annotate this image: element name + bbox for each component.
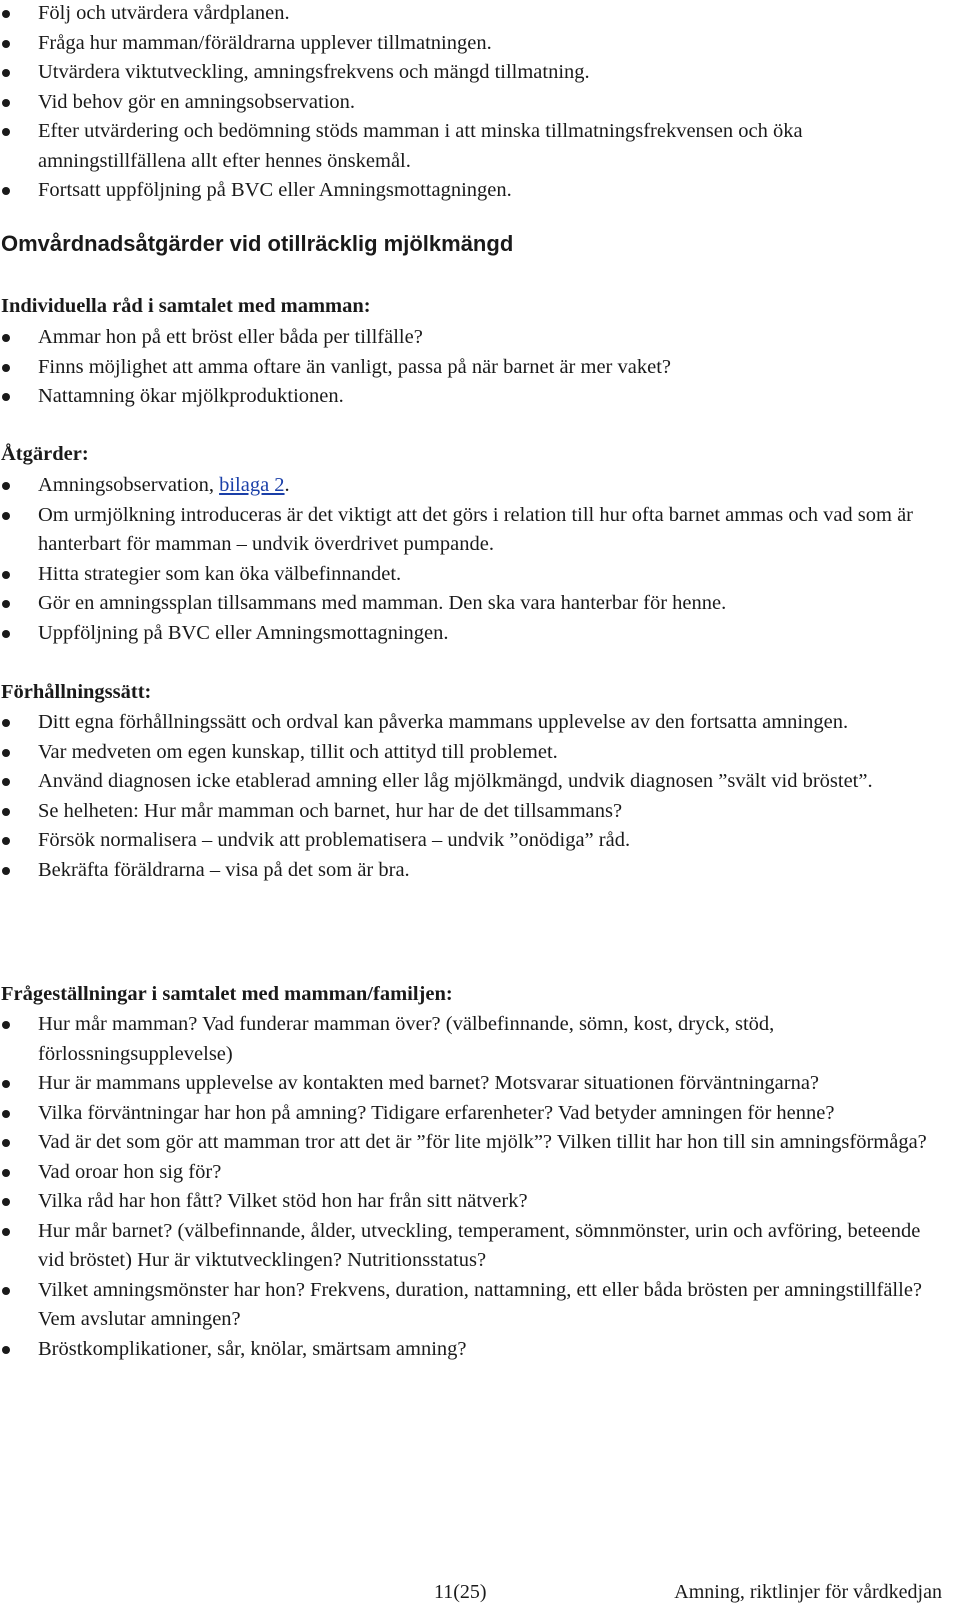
list-item [0, 323, 960, 353]
bullet-icon [2, 334, 10, 342]
list-item-text: . [284, 474, 290, 496]
list-item-text: Utvärdera viktutveckling, amningsfrekvens och mängd tillmatning. [38, 61, 590, 83]
bullet-icon [2, 867, 10, 875]
list-item [0, 501, 960, 560]
bullet-icon [2, 482, 10, 490]
list-item-text: Hur mår mamman? Vad funderar mamman över? (välbefinnande, sömn, kost, dryck, stöd, förlossningsupplevelse) [38, 1013, 775, 1065]
list-item [0, 560, 960, 590]
list-item-text: Hur mår barnet? (välbefinnande, ålder, utveckling, temperament, sömnmönster, urin och avföring, beteende vid bröstet) Hur är viktutvecklingen? Nutritionsstatus? [38, 1219, 921, 1271]
list-item-text: Var medveten om egen kunskap, tillit och attityd till problemet. [38, 740, 558, 763]
atgarder-heading: Åtgärder: [1, 443, 89, 465]
bullet-icon [2, 1021, 10, 1029]
list-item-text: Hitta strategier som kan öka välbefinnandet. [38, 562, 402, 585]
intro-list [0, 0, 960, 206]
list-item [0, 1069, 960, 1099]
list-item-text: Ammar hon på ett bröst eller båda per tillfälle? [38, 326, 423, 348]
bullet-icon [2, 512, 10, 520]
list-item-text: Bröstkomplikationer, sår, knölar, smärtsam amning? [38, 1337, 467, 1360]
bullet-icon [2, 40, 10, 48]
bullet-icon [2, 1139, 10, 1147]
bullet-icon [2, 571, 10, 579]
list-item [0, 619, 960, 649]
list-item-text: Vad är det som gör att mamman tror att det är ”för lite mjölk”? Vilken tillit har hon till sin amningsförmåga? [38, 1131, 927, 1153]
document-title: Amning, riktlinjer för vårdkedjan [674, 1581, 942, 1603]
list-item-text: Vad oroar hon sig för? [38, 1160, 222, 1183]
list-item [0, 1217, 960, 1276]
list-item-text: Fråga hur mamman/föräldrarna upplever tillmatningen. [38, 31, 492, 54]
bullet-icon [2, 749, 10, 757]
bullet-icon [2, 808, 10, 816]
bullet-icon [2, 187, 10, 195]
list-item-text: Efter utvärdering och bedömning stöds mamman i att minska tillmatningsfrekvensen och öka amningstillfällena allt efter hennes önskemål. [38, 120, 803, 172]
list-item [0, 88, 960, 118]
individual-list [0, 323, 960, 412]
list-item-text: Vilket amningsmönster har hon? Frekvens, duration, nattamning, ett eller båda brösten per amningstillfälle? Vem avslutar amningen? [38, 1278, 923, 1330]
bullet-icon [2, 69, 10, 77]
list-item [0, 1010, 960, 1069]
list-item-text: Bekräfta föräldrarna – visa på det som är bra. [38, 858, 410, 881]
list-item [0, 738, 960, 768]
bullet-icon [2, 600, 10, 608]
forhallning-heading: Förhållningssätt: [1, 681, 152, 703]
forhallning-list [0, 708, 960, 885]
bullet-icon [2, 1110, 10, 1118]
list-item-text: Följ och utvärdera vårdplanen. [38, 2, 290, 24]
list-item-text: Vilka förväntningar har hon på amning? Tidigare erfarenheter? Vad betyder amningen för henne? [38, 1101, 835, 1124]
list-item-text: Se helheten: Hur mår mamman och barnet, hur har de det tillsammans? [38, 799, 623, 822]
bullet-icon [2, 99, 10, 107]
list-item-text: Om urmjölkning introduceras är det viktigt att det görs i relation till hur ofta barnet ammas och vad som är hanterbart för mamman – undvik överdrivet pumpande. [38, 503, 914, 555]
list-item-text: Vilka råd har hon fått? Vilket stöd hon har från sitt nätverk? [38, 1190, 528, 1212]
list-item [0, 1335, 960, 1365]
bullet-icon [2, 837, 10, 845]
bilaga-2-link[interactable]: bilaga 2 [219, 474, 285, 496]
list-item [0, 29, 960, 59]
bullet-icon [2, 393, 10, 401]
list-item [0, 856, 960, 886]
atgarder-list [0, 471, 960, 648]
bullet-icon [2, 1346, 10, 1354]
page-number: 11(25) [434, 1581, 487, 1603]
list-item [0, 353, 960, 383]
list-item-text: Finns möjlighet att amma oftare än vanligt, passa på när barnet är mer vaket? [38, 355, 671, 378]
list-item-text: Vid behov gör en amningsobservation. [38, 90, 356, 113]
list-item-text: Nattamning ökar mjölkproduktionen. [38, 385, 344, 407]
section-title: Omvårdnadsåtgärder vid otillräcklig mjölkmängd [1, 231, 514, 256]
list-item [0, 471, 960, 501]
list-item [0, 1276, 960, 1335]
list-item [0, 176, 960, 206]
bullet-icon [2, 1080, 10, 1088]
list-item-text: Uppföljning på BVC eller Amningsmottagningen. [38, 621, 449, 644]
bullet-icon [2, 10, 10, 18]
page-footer [0, 1578, 960, 1608]
list-item [0, 1128, 960, 1158]
list-item [0, 1099, 960, 1129]
list-item [0, 0, 960, 29]
list-item-text: Gör en amningssplan tillsammans med mamman. Den ska vara hanterbar för henne. [38, 592, 727, 614]
bullet-icon [2, 1228, 10, 1236]
list-item [0, 382, 960, 412]
list-item [0, 1158, 960, 1188]
list-item-text: Ditt egna förhållningssätt och ordval kan påverka mammans upplevelse av den fortsatta amningen. [38, 711, 849, 733]
list-item-text: Hur är mammans upplevelse av kontakten med barnet? Motsvarar situationen förväntningarna? [38, 1072, 820, 1094]
bullet-icon [2, 1169, 10, 1177]
list-item-text: Fortsatt uppföljning på BVC eller Amningsmottagningen. [38, 179, 512, 201]
fragor-list [0, 1010, 960, 1364]
list-item [0, 117, 960, 176]
list-item [0, 1187, 960, 1217]
list-item [0, 767, 960, 797]
bullet-icon [2, 128, 10, 136]
list-item-text: Försök normalisera – undvik att problematisera – undvik ”onödiga” råd. [38, 829, 631, 851]
list-item [0, 826, 960, 856]
list-item-text: Amningsobservation, [38, 474, 220, 496]
list-item-text: Använd diagnosen icke etablerad amning eller låg mjölkmängd, undvik diagnosen ”svält vid bröstet”. [38, 770, 873, 792]
bullet-icon [2, 1287, 10, 1295]
bullet-icon [2, 630, 10, 638]
bullet-icon [2, 719, 10, 727]
list-item [0, 797, 960, 827]
list-item [0, 589, 960, 619]
bullet-icon [2, 364, 10, 372]
fragor-heading: Frågeställningar i samtalet med mamman/familjen: [1, 983, 453, 1005]
bullet-icon [2, 1198, 10, 1206]
individual-heading: Individuella råd i samtalet med mamman: [1, 295, 371, 317]
bullet-icon [2, 778, 10, 786]
list-item [0, 58, 960, 88]
list-item [0, 708, 960, 738]
